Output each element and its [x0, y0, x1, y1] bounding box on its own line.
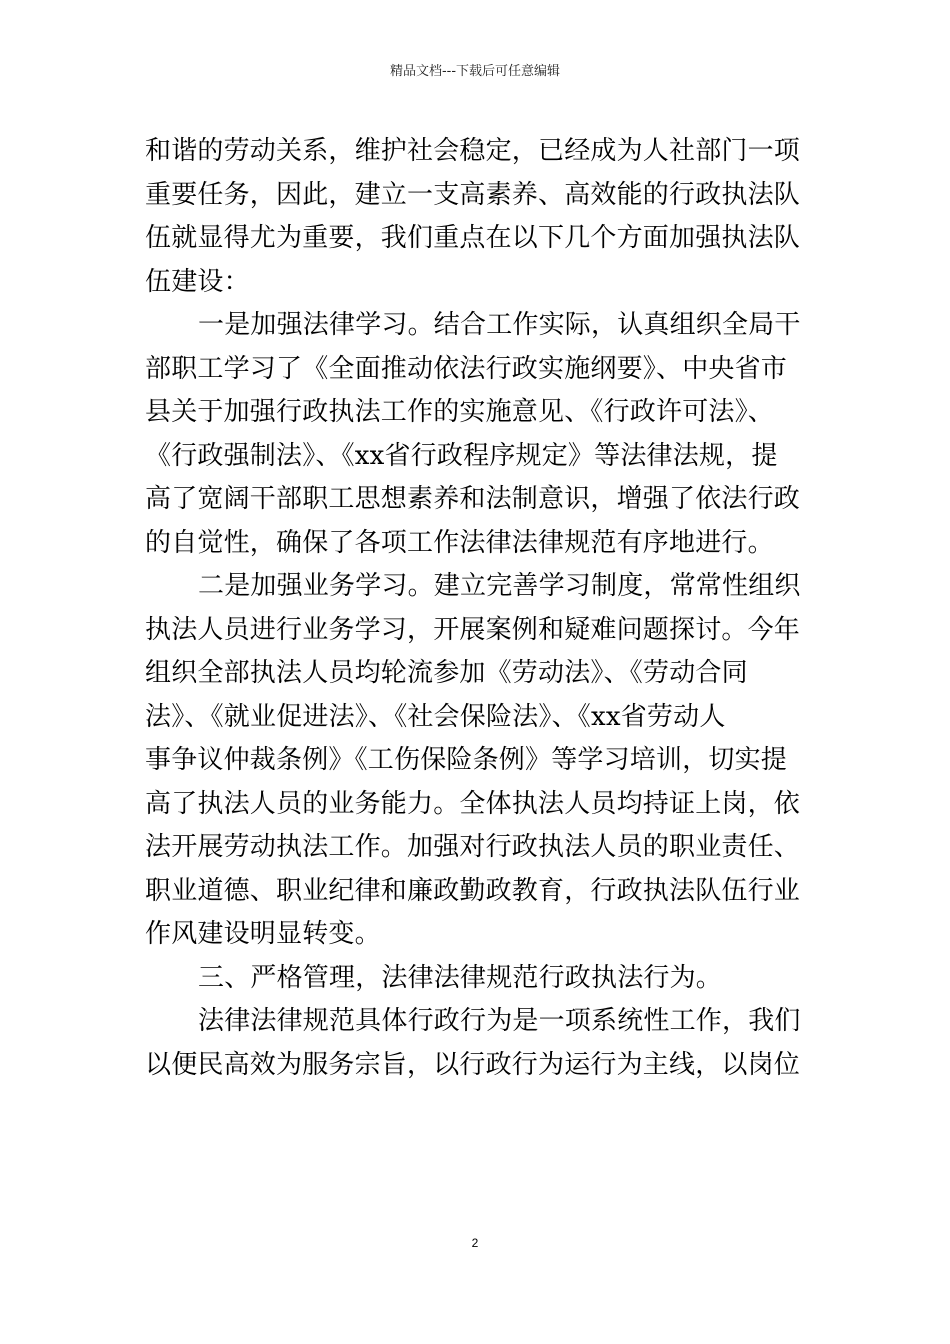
text-line: 组织全部执法人员均轮流参加《劳动法》、《劳动合同 [145, 658, 748, 688]
text-line: 法》、《就业促进法》、《社会保险法》、《xx省劳动人 [145, 701, 726, 732]
paragraph-start-line: 法律法律规范具体行政行为是一项系统性工作，我们 [198, 1006, 801, 1036]
text-line: 重要任务，因此，建立一支高素养、高效能的行政执法队 [145, 179, 801, 210]
page-number: 2 [471, 1236, 479, 1250]
text-line: 的自觉性，确保了各项工作法律法律规范有序地进行。 [145, 527, 774, 558]
text-line: 高了宽阔干部职工思想素养和法制意识，增强了依法行政 [145, 484, 801, 514]
paragraph-start-line: 一是加强法律学习。结合工作实际，认真组织全局干 [198, 310, 801, 340]
section-heading-line: 三、严格管理，法律法律规范行政执法行为。 [198, 962, 723, 993]
text-line: 以便民高效为服务宗旨，以行政行为运行为主线，以岗位 [145, 1049, 801, 1080]
text-line: 职业道德、职业纪律和廉政勤政教育，行政执法队伍行业 [145, 875, 801, 906]
page-header: 精品文档---下载后可任意编辑 [389, 64, 561, 79]
text-line: 执法人员进行业务学习，开展案例和疑难问题探讨。今年 [145, 614, 801, 645]
text-line: 事争议仲裁条例》《工伤保险条例》等学习培训，切实提 [145, 745, 788, 775]
text-line: 伍就显得尤为重要，我们重点在以下几个方面加强执法队 [145, 223, 801, 253]
text-line: 伍建设： [145, 266, 250, 297]
text-line: 作风建设明显转变。 [145, 919, 381, 949]
text-line: 法开展劳动执法工作。加强对行政执法人员的职业责任、 [145, 832, 801, 862]
text-line: 部职工学习了《全面推动依法行政实施纲要》、中央省市 [145, 353, 788, 384]
paragraph-start-line: 二是加强业务学习。建立完善学习制度，常常性组织 [198, 571, 801, 601]
body-text [145, 130, 810, 1087]
text-line: 和谐的劳动关系，维护社会稳定，已经成为人社部门一项 [145, 136, 801, 166]
text-line: 《行政强制法》、《xx省行政程序规定》等法律法规，提 [145, 440, 778, 471]
text-line: 高了执法人员的业务能力。全体执法人员均持证上岗，依 [145, 788, 801, 819]
text-line: 县关于加强行政执法工作的实施意见、《行政许可法》、 [145, 397, 775, 427]
